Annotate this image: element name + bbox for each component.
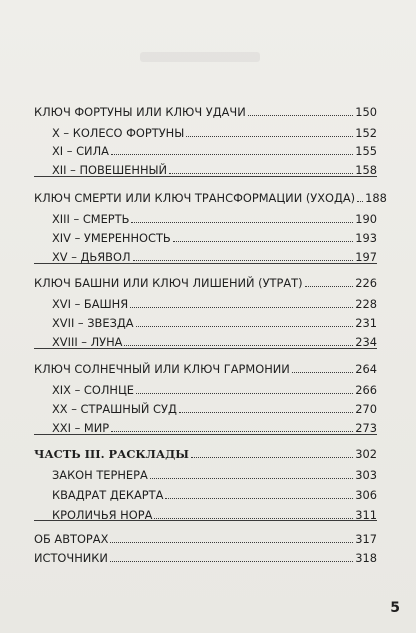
- toc-entry-page: 273: [355, 421, 377, 435]
- toc-entry-title: КВАДРАТ ДЕКАРТА: [52, 488, 164, 502]
- toc-entry-title: ЧАСТЬ III. РАСКЛАДЫ: [34, 447, 189, 461]
- dot-leader: [357, 201, 363, 202]
- toc-entry-title: XIX – СОЛНЦЕ: [52, 383, 134, 397]
- section-divider: [34, 520, 377, 521]
- toc-entry-title: КЛЮЧ СМЕРТИ ИЛИ КЛЮЧ ТРАНСФОРМАЦИИ (УХОДА): [34, 191, 356, 205]
- toc-entry-page: 155: [355, 144, 377, 158]
- toc-entry-page: 226: [355, 276, 377, 290]
- toc-entry-moon: [52, 331, 377, 349]
- dot-leader: [133, 260, 354, 261]
- toc-entry-tower: [52, 293, 377, 311]
- toc-entry-title: XX – СТРАШНЫЙ СУД: [52, 402, 177, 416]
- dot-leader: [165, 498, 353, 499]
- toc-entry-title: КЛЮЧ СОЛНЕЧНЫЙ ИЛИ КЛЮЧ ГАРМОНИИ: [34, 362, 290, 376]
- toc-entry-key-tower: [34, 272, 377, 290]
- dot-leader: [110, 542, 353, 543]
- toc-entry-page: 306: [355, 488, 377, 502]
- dot-leader: [186, 136, 353, 137]
- dot-leader: [130, 307, 353, 308]
- page-number: 5: [390, 600, 400, 616]
- dot-leader: [136, 393, 353, 394]
- toc-entry-temperance: [52, 227, 377, 245]
- toc-entry-title: XXI – МИР: [52, 421, 110, 435]
- toc-entry-page: 266: [355, 383, 377, 397]
- dot-leader: [191, 457, 353, 458]
- toc-entry-title: ИСТОЧНИКИ: [34, 551, 108, 565]
- dot-leader: [169, 173, 353, 174]
- toc-entry-page: 197: [355, 250, 377, 264]
- toc-entry-title: XV – ДЬЯВОЛ: [52, 250, 131, 264]
- toc-entry-key-death: [34, 187, 387, 205]
- toc-entry-about-authors: [34, 528, 377, 546]
- toc-entry-title: X – КОЛЕСО ФОРТУНЫ: [52, 126, 185, 140]
- toc-entry-title: XIII – СМЕРТЬ: [52, 212, 130, 226]
- toc-entry-page: 152: [355, 126, 377, 140]
- toc-entry-part-three: [34, 443, 377, 461]
- dot-leader: [110, 561, 353, 562]
- toc-entry-title: XI – СИЛА: [52, 144, 109, 158]
- toc-entry-title: КЛЮЧ БАШНИ ИЛИ КЛЮЧ ЛИШЕНИЙ (УТРАТ): [34, 276, 303, 290]
- dot-leader: [131, 222, 353, 223]
- toc-entry-page: 190: [355, 212, 377, 226]
- toc-entry-page: 303: [355, 468, 377, 482]
- dot-leader: [136, 326, 354, 327]
- toc-entry-page: 150: [355, 105, 377, 119]
- toc-entry-title: КРОЛИЧЬЯ НОРА: [52, 508, 153, 522]
- toc-entry-sources: [34, 547, 377, 565]
- toc-entry-page: 317: [355, 532, 377, 546]
- toc-entry-wheel-of-fortune: [52, 122, 377, 140]
- toc-entry-page: 188: [365, 191, 387, 205]
- toc-entry-title: ЗАКОН ТЕРНЕРА: [52, 468, 148, 482]
- toc-entry-sun: [52, 379, 377, 397]
- toc-entry-page: 231: [355, 316, 377, 330]
- dot-leader: [150, 478, 353, 479]
- toc-entry-title: ОБ АВТОРАХ: [34, 532, 109, 546]
- dot-leader: [111, 154, 353, 155]
- toc-entry-title: КЛЮЧ ФОРТУНЫ ИЛИ КЛЮЧ УДАЧИ: [34, 105, 246, 119]
- section-divider: [34, 434, 377, 435]
- toc-entry-world: [52, 417, 377, 435]
- toc-entry-judgement: [52, 398, 377, 416]
- toc-entry-devil: [52, 246, 377, 264]
- toc-entry-page: 158: [355, 163, 377, 177]
- toc-entry-hanged-man: [52, 159, 377, 177]
- toc-entry-page: 234: [355, 335, 377, 349]
- dot-leader: [173, 241, 354, 242]
- toc-entry-page: 302: [355, 447, 377, 461]
- toc-entry-title: XVIII – ЛУНА: [52, 335, 123, 349]
- toc-entry-death: [52, 208, 377, 226]
- dot-leader: [154, 518, 353, 519]
- toc-entry-page: 193: [355, 231, 377, 245]
- toc-entry-page: 270: [355, 402, 377, 416]
- toc-entry-key-sun: [34, 358, 377, 376]
- section-divider: [34, 176, 377, 177]
- toc-entry-page: 318: [355, 551, 377, 565]
- dot-leader: [305, 286, 354, 287]
- section-divider: [34, 348, 377, 349]
- toc-entry-key-fortune: [34, 101, 377, 119]
- dot-leader: [111, 431, 353, 432]
- toc-entry-star: [52, 312, 377, 330]
- toc-entry-title: XIV – УМЕРЕННОСТЬ: [52, 231, 171, 245]
- toc-entry-title: XII – ПОВЕШЕННЫЙ: [52, 163, 168, 177]
- dot-leader: [292, 372, 353, 373]
- toc-entry-page: 311: [355, 508, 377, 522]
- toc-entry-title: XVII – ЗВЕЗДА: [52, 316, 134, 330]
- section-divider: [34, 263, 377, 264]
- toc-entry-page: 228: [355, 297, 377, 311]
- toc-entry-descartes-square: [52, 484, 377, 502]
- toc-entry-strength: [52, 140, 377, 158]
- dot-leader: [124, 345, 353, 346]
- toc-entry-page: 264: [355, 362, 377, 376]
- toc-entry-title: XVI – БАШНЯ: [52, 297, 129, 311]
- dot-leader: [248, 115, 354, 116]
- dot-leader: [179, 412, 353, 413]
- toc-entry-turner-law: [52, 464, 377, 482]
